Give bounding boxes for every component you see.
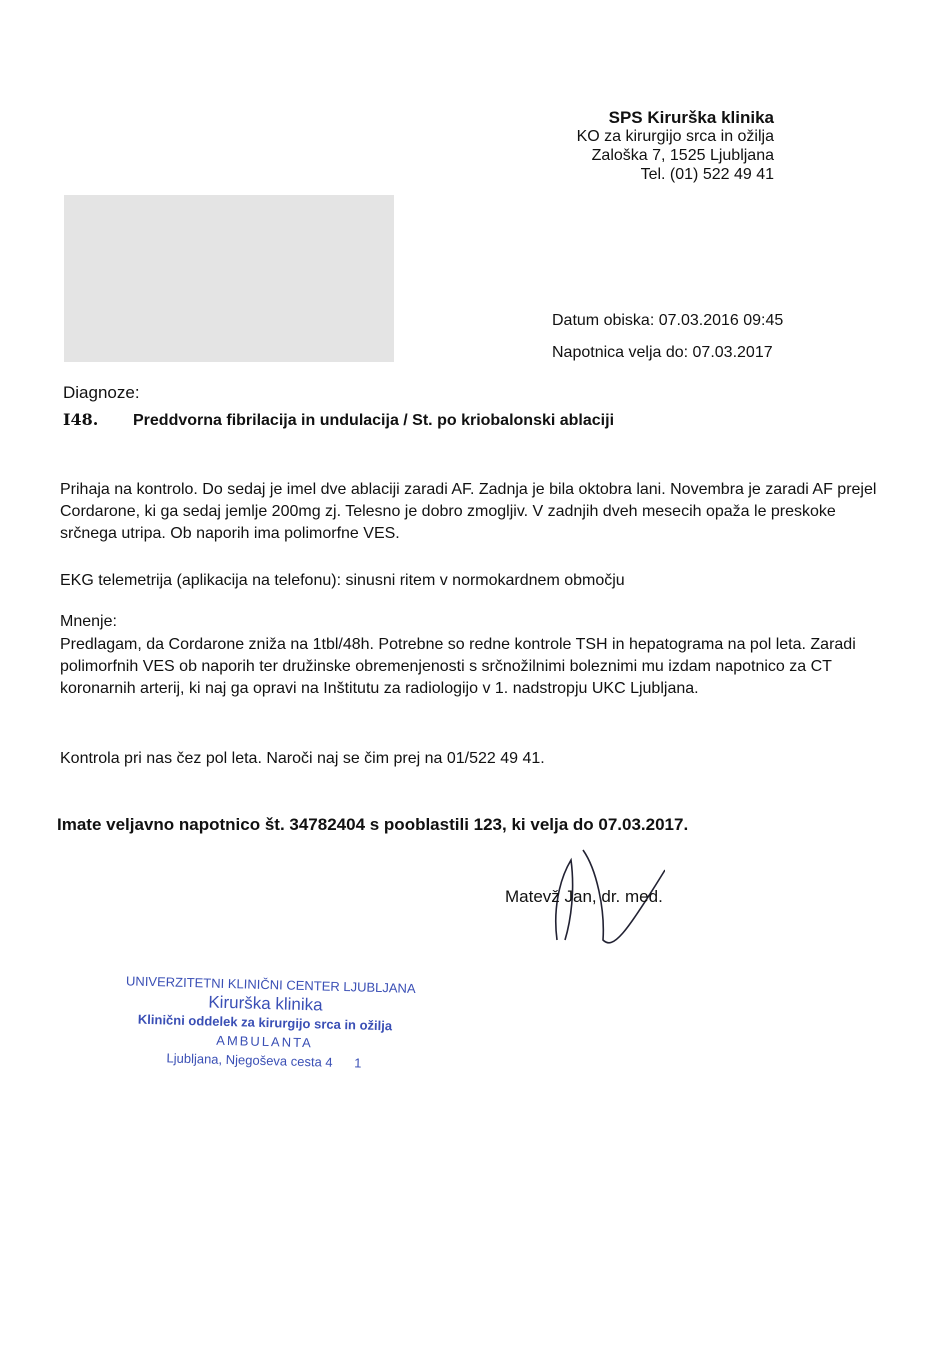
- clinic-department: KO za kirurgijo srca in ožilja: [576, 128, 774, 145]
- control-paragraph: Kontrola pri nas čez pol leta. Naroči naj se čim prej na 01/522 49 41.: [60, 750, 545, 767]
- stamp-address: Ljubljana, Njegoševa cesta 4: [166, 1050, 333, 1070]
- redacted-patient-block: [64, 195, 394, 362]
- history-paragraph: Prihaja na kontrolo. Do sedaj je imel dve ablaciji zaradi AF. Zadnja je bila oktobra lani. Novembra je zaradi AF prejel Cordarone, ki ga sedaj jemlje 200mg zj. Telesno je dobro zmogljiv. V zadnjih dveh mesecih opaža le preskoke srčnega utripa. Ob naporih ima polimorfne VES.: [60, 481, 877, 542]
- stamp-line-department: Klinični oddelek za kirurgijo srca in ožilja: [137, 1011, 393, 1034]
- stamp-line-ambulance: AMBULANTA: [216, 1032, 313, 1051]
- diagnoses-label: Diagnoze:: [63, 383, 140, 402]
- stamp-number: 1: [354, 1055, 362, 1071]
- ekg-paragraph: EKG telemetrija (aplikacija na telefonu): sinusni ritem v normokardnem območju: [60, 572, 625, 589]
- diagnosis-line: [63, 410, 614, 430]
- clinic-stamp: [124, 971, 416, 1073]
- clinic-phone: Tel. (01) 522 49 41: [640, 166, 774, 183]
- visit-date: Datum obiska: 07.03.2016 09:45: [552, 312, 784, 329]
- referral-notice: Imate veljavno napotnico št. 34782404 s pooblastili 123, ki velja do 07.03.2017.: [57, 815, 689, 834]
- clinic-name: SPS Kirurška klinika: [608, 108, 774, 127]
- diagnosis-text: Preddvorna fibrilacija in undulacija / St. po kriobalonski ablaciji: [133, 412, 615, 429]
- diagnosis-code: I48.: [63, 410, 99, 429]
- opinion-paragraph: Predlagam, da Cordarone zniža na 1tbl/48h. Potrebne so redne kontrole TSH in hepatograma na pol leta. Zaradi polimorfnih VES ob naporih ter družinske obremenjenosti s srčnožilnimi boleznimi mu izdam napotnico za CT koronarnih arterij, ki naj ga opravi na Inštitutu za radiologijo v 1. nadstropju UKC Ljubljana.: [60, 636, 856, 697]
- opinion-label: Mnenje:: [60, 613, 117, 630]
- signer-name: Matevž Jan, dr. med.: [505, 887, 663, 906]
- stamp-line-institution: UNIVERZITETNI KLINIČNI CENTER LJUBLJANA: [125, 973, 416, 996]
- referral-valid-until: Napotnica velja do: 07.03.2017: [552, 344, 773, 361]
- clinic-address: Zaloška 7, 1525 Ljubljana: [591, 147, 774, 164]
- stamp-line-clinic: Kirurška klinika: [208, 992, 323, 1015]
- clinic-header: [548, 108, 774, 184]
